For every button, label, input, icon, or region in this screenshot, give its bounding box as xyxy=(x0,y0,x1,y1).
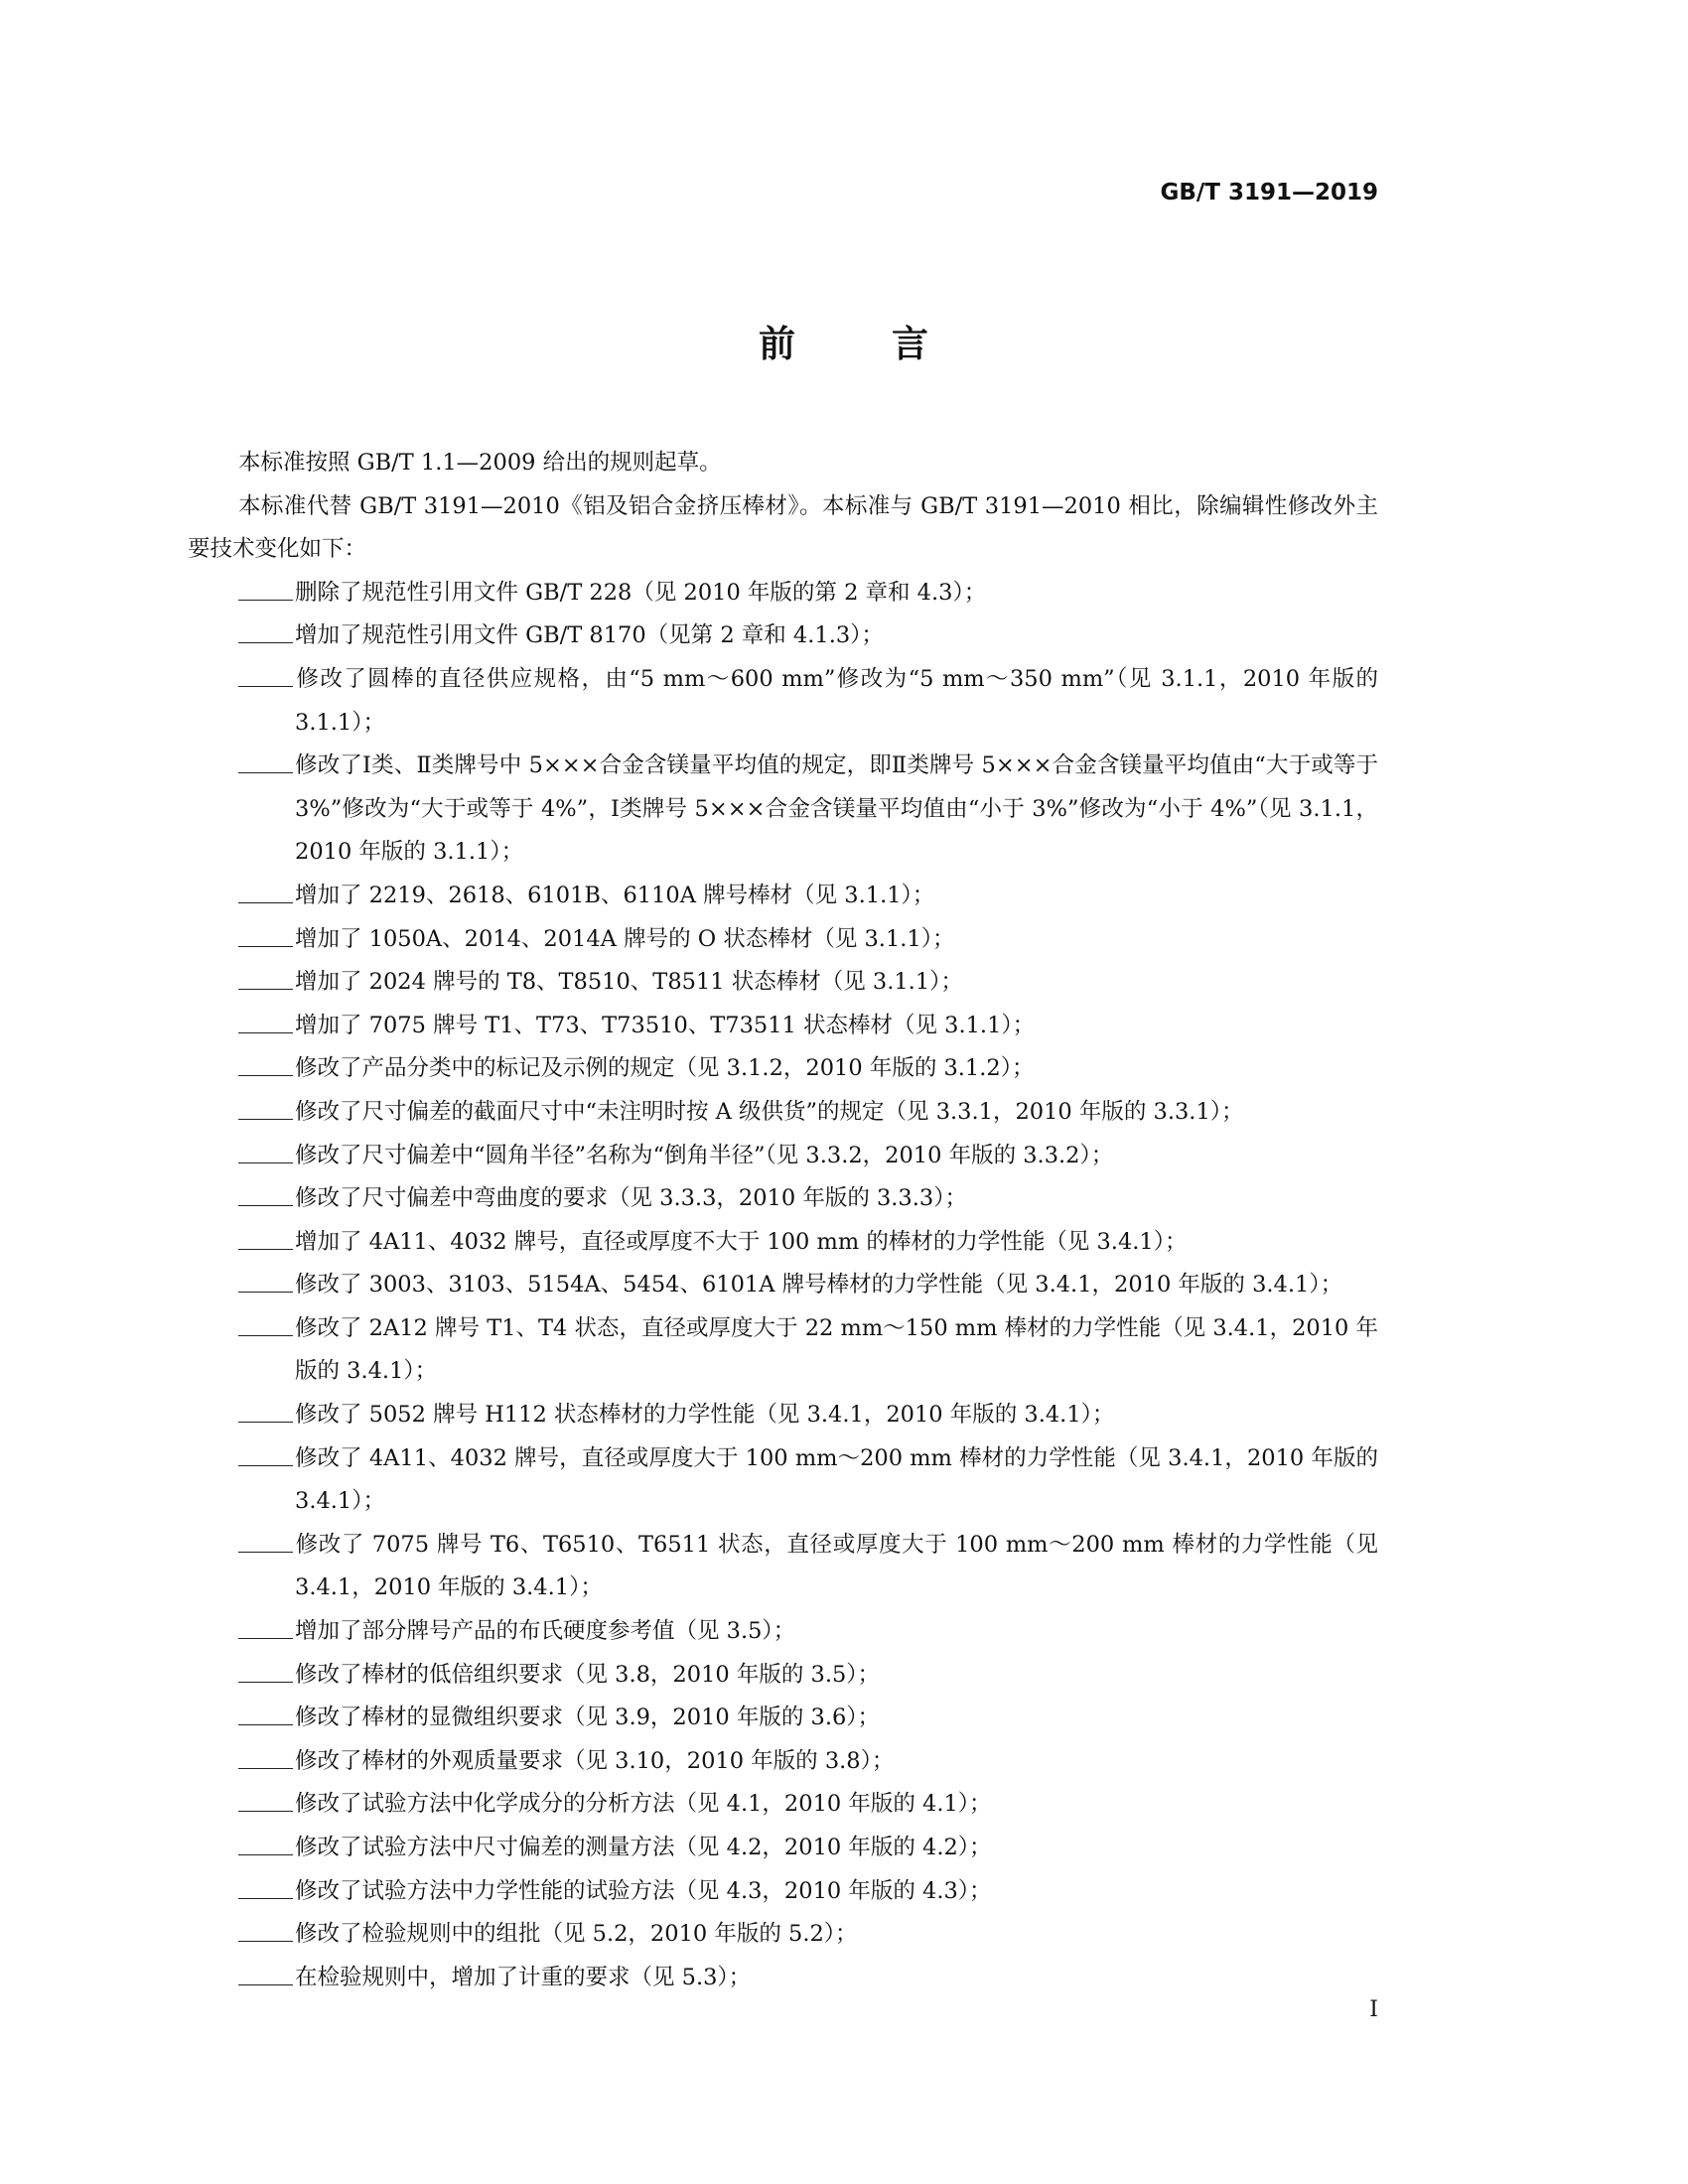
list-item xyxy=(188,1091,1378,1135)
list-item xyxy=(188,1524,1378,1610)
page-title xyxy=(0,314,1688,367)
list-item-text: 修改了检验规则中的组批（见 5.2，2010 年版的 5.2）； xyxy=(295,1921,858,1948)
list-item-text: 修改了 2A12 牌号 T1、T4 状态，直径或厚度大于 22 mm～150 mm 棒材的力学性能（见 3.4.1，2010 年版的 3.4.1）； xyxy=(295,1314,1378,1385)
list-item xyxy=(188,1827,1378,1870)
list-item xyxy=(188,1394,1378,1437)
foreword-body xyxy=(188,442,1378,1999)
list-item-text: 修改了棒材的低倍组织要求（见 3.8，2010 年版的 3.5）； xyxy=(295,1661,881,1688)
list-item xyxy=(188,1221,1378,1265)
list-item xyxy=(188,1047,1378,1091)
list-item-text: 删除了规范性引用文件 GB/T 228（见 2010 年版的第 2 章和 4.3）； xyxy=(295,579,987,606)
list-item-text: 修改了试验方法中尺寸偏差的测量方法（见 4.2，2010 年版的 4.2）； xyxy=(295,1835,992,1860)
list-item xyxy=(188,1307,1378,1394)
list-item-text: 增加了 7075 牌号 T1、T73、T73510、T73511 状态棒材（见 3.1.1）； xyxy=(295,1012,1036,1038)
list-item xyxy=(188,1654,1378,1698)
list-item-text: 修改了棒材的显微组织要求（见 3.9，2010 年版的 3.6）； xyxy=(295,1705,881,1731)
list-item-text: 修改了尺寸偏差中“圆角半径”名称为“倒角半径”（见 3.3.2，2010 年版的 3.3.2）； xyxy=(295,1142,1114,1168)
list-item-text: 增加了规范性引用文件 GB/T 8170（见第 2 章和 4.1.3）； xyxy=(295,622,884,649)
list-item xyxy=(188,1957,1378,2000)
list-item xyxy=(188,1783,1378,1827)
list-item-text: 修改了 7075 牌号 T6、T6510、T6511 状态，直径或厚度大于 100 mm～200 mm 棒材的力学性能（见 3.4.1，2010 年版的 3.4.1）； xyxy=(295,1531,1378,1601)
list-item xyxy=(188,1437,1378,1524)
title-char-1: 前 xyxy=(759,322,796,365)
list-item xyxy=(188,1135,1378,1178)
list-item-text: 修改了产品分类中的标记及示例的规定（见 3.1.2，2010 年版的 3.1.2）； xyxy=(295,1055,1035,1082)
list-item-text: 增加了 2024 牌号的 T8、T8510、T8511 状态棒材（见 3.1.1）； xyxy=(295,969,963,996)
list-item xyxy=(188,1697,1378,1740)
list-item xyxy=(188,1005,1378,1048)
list-item-text: 修改了棒材的外观质量要求（见 3.10，2010 年版的 3.8）； xyxy=(295,1747,895,1774)
list-item xyxy=(188,614,1378,658)
list-item-text: 增加了 2219、2618、6101B、6110A 牌号棒材（见 3.1.1）； xyxy=(295,882,935,908)
list-item-text: 修改了尺寸偏差中弯曲度的要求（见 3.3.3，2010 年版的 3.3.3）； xyxy=(295,1185,967,1212)
paragraph: 本标准代替 GB/T 3191—2010《铝及铝合金挤压棒材》。本标准与 GB/T 3191—2010 相比，除编辑性修改外主要技术变化如下： xyxy=(188,492,1378,563)
list-item xyxy=(188,1177,1378,1221)
list-item xyxy=(188,1870,1378,1914)
list-item-text: 增加了 1050A、2014、2014A 牌号的 O 状态棒材（见 3.1.1）； xyxy=(295,925,955,952)
list-item xyxy=(188,1610,1378,1654)
title-char-2: 言 xyxy=(892,322,929,365)
list-item-text: 修改了试验方法中化学成分的分析方法（见 4.1，2010 年版的 4.1）； xyxy=(295,1791,992,1818)
list-item-text: 增加了部分牌号产品的布氏硬度参考值（见 3.5）； xyxy=(295,1618,796,1645)
list-item xyxy=(188,1264,1378,1307)
list-item-text: 增加了 4A11、4032 牌号，直径或厚度不大于 100 mm 的棒材的力学性能（见 3.4.1）； xyxy=(295,1228,1188,1255)
list-item xyxy=(188,745,1378,875)
list-item xyxy=(188,658,1378,745)
list-item-text: 在检验规则中，增加了计重的要求（见 5.3）； xyxy=(295,1964,752,1990)
list-item xyxy=(188,1740,1378,1784)
list-item-text: 修改了 3003、3103、5154A、5454、6101A 牌号棒材的力学性能（见 3.4.1，2010 年版的 3.4.1）； xyxy=(295,1272,1343,1298)
paragraph: 本标准按照 GB/T 1.1—2009 给出的规则起草。 xyxy=(238,450,722,476)
list-item xyxy=(188,918,1378,962)
list-item-text: 修改了Ⅰ类、Ⅱ类牌号中 5×××合金含镁量平均值的规定，即Ⅱ类牌号 5×××合金含镁量平均值由“大于或等于 3%”修改为“大于或等于 4%”，Ⅰ类牌号 5×××合金含镁量平均值由“小于 3%”修改为“小于 4%”（见 3.1.1，2010 年版的 3.1.1）； xyxy=(295,752,1378,866)
list-item xyxy=(188,875,1378,918)
list-item xyxy=(188,572,1378,615)
list-item-text: 修改了尺寸偏差的截面尺寸中“未注明时按 A 级供货”的规定（见 3.3.1，2010 年版的 3.3.1）； xyxy=(295,1098,1244,1125)
list-item-text: 修改了 5052 牌号 H112 状态棒材的力学性能（见 3.4.1，2010 年版的 3.4.1）； xyxy=(295,1402,1115,1429)
page-number: I xyxy=(1369,1997,1378,2022)
list-item xyxy=(188,961,1378,1005)
list-item-text: 修改了 4A11、4032 牌号，直径或厚度大于 100 mm～200 mm 棒材的力学性能（见 3.4.1，2010 年版的 3.4.1）； xyxy=(295,1444,1378,1515)
standard-code: GB/T 3191—2019 xyxy=(1160,180,1378,205)
list-item-text: 修改了试验方法中力学性能的试验方法（见 4.3，2010 年版的 4.3）； xyxy=(295,1877,992,1904)
list-item xyxy=(188,1913,1378,1957)
list-item-text: 修改了圆棒的直径供应规格，由“5 mm～600 mm”修改为“5 mm～350 mm”（见 3.1.1，2010 年版的 3.1.1）； xyxy=(295,665,1378,736)
change-list xyxy=(188,572,1378,2000)
